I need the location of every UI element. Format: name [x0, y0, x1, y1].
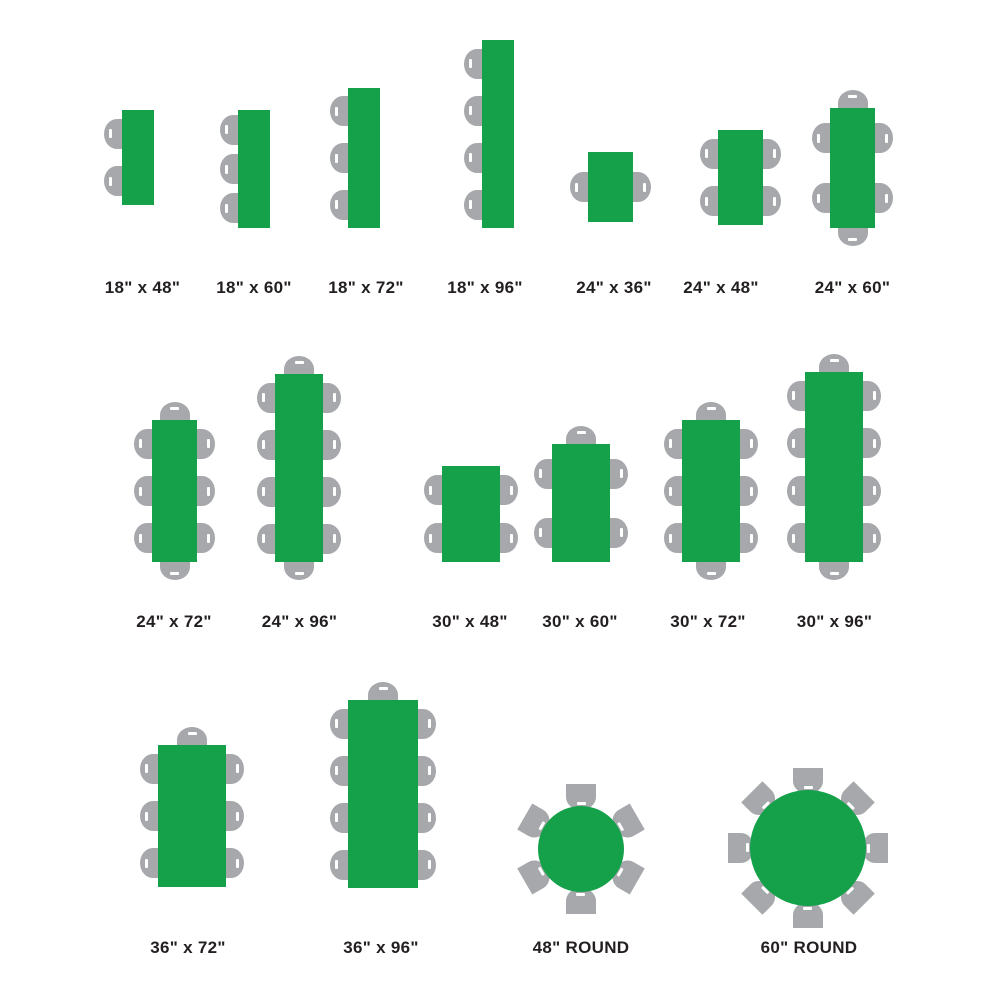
- table-top: [442, 466, 500, 562]
- chair-back-slot: [577, 802, 586, 805]
- chair-back-slot: [539, 528, 542, 537]
- chair-back-slot: [867, 844, 870, 853]
- chair-back-slot: [707, 407, 716, 410]
- chair-back-slot: [510, 534, 513, 543]
- table-top: [158, 745, 226, 887]
- table-size-label: 24" x 72": [136, 612, 212, 631]
- chair-back-slot: [792, 486, 795, 495]
- table-size-label: 18" x 60": [216, 278, 292, 297]
- table-size-label: 24" x 60": [814, 278, 891, 297]
- chair-back-slot: [746, 844, 749, 853]
- table-top: [805, 372, 863, 562]
- chair-back-slot: [539, 469, 542, 478]
- chair-back-slot: [335, 719, 338, 728]
- chair-back-slot: [428, 813, 431, 822]
- chair-back-slot: [139, 487, 142, 496]
- table-size-label: 48" ROUND: [532, 938, 630, 957]
- chair-back-slot: [873, 439, 876, 448]
- table-top: [552, 444, 610, 562]
- chair-back-slot: [750, 534, 753, 543]
- chair-back-slot: [109, 129, 112, 138]
- chair-back-slot: [335, 860, 338, 869]
- chair-back-slot: [428, 719, 431, 728]
- chair-back-slot: [848, 238, 857, 241]
- table-size-label: 24" x 48": [683, 278, 759, 297]
- chair-back-slot: [773, 149, 776, 158]
- chair-back-slot: [873, 391, 876, 400]
- chair-back-slot: [577, 431, 586, 434]
- table-top: [718, 130, 763, 225]
- table-top: [830, 108, 875, 228]
- table-size-label: 30" x 96": [796, 612, 873, 631]
- chair-back-slot: [510, 486, 513, 495]
- chair-back-slot: [139, 534, 142, 543]
- chair-back-slot: [643, 183, 646, 192]
- chair-back-slot: [830, 572, 839, 575]
- chair-back-slot: [109, 177, 112, 186]
- chair-back-slot: [669, 439, 672, 448]
- chair-back-slot: [792, 439, 795, 448]
- chair-back-slot: [170, 572, 179, 575]
- table-top: [122, 110, 154, 205]
- chair-back-slot: [705, 197, 708, 206]
- chair-back-slot: [335, 813, 338, 822]
- chair-back-slot: [236, 859, 239, 868]
- table-size-label: 36" x 72": [150, 938, 226, 957]
- table-top: [275, 374, 323, 562]
- chair-back-slot: [379, 687, 388, 690]
- table-top: [750, 790, 866, 906]
- table-size-label: 24" x 96": [261, 612, 338, 631]
- chair-back-slot: [335, 766, 338, 775]
- chair-back-slot: [170, 407, 179, 410]
- chair-back-slot: [873, 534, 876, 543]
- chair-back-slot: [750, 439, 753, 448]
- chair-back-slot: [236, 812, 239, 821]
- chair-back-slot: [145, 859, 148, 868]
- chair-back-slot: [145, 812, 148, 821]
- chair-back-slot: [773, 197, 776, 206]
- table-top: [348, 700, 418, 888]
- chair-back-slot: [262, 393, 265, 402]
- chair-back-slot: [705, 149, 708, 158]
- chair-back-slot: [873, 486, 876, 495]
- chair-back-slot: [335, 200, 338, 209]
- chair-back-slot: [335, 107, 338, 116]
- chair-back-slot: [804, 786, 813, 789]
- table-size-label: 30" x 48": [432, 612, 508, 631]
- chair-back-slot: [804, 907, 813, 910]
- table-top: [152, 420, 197, 562]
- chair-back-slot: [669, 487, 672, 496]
- chair-back-slot: [262, 440, 265, 449]
- chair-back-slot: [792, 391, 795, 400]
- chair-back-slot: [236, 764, 239, 773]
- chair-back-slot: [620, 528, 623, 537]
- table-top: [588, 152, 633, 222]
- chair-back-slot: [333, 487, 336, 496]
- chair-back-slot: [469, 106, 472, 115]
- chair-back-slot: [885, 134, 888, 143]
- chair-back-slot: [262, 487, 265, 496]
- chair-back-slot: [295, 572, 304, 575]
- chair-back-slot: [428, 860, 431, 869]
- chair-back-slot: [428, 766, 431, 775]
- chair-back-slot: [885, 194, 888, 203]
- chair-back-slot: [577, 893, 586, 896]
- chair-back-slot: [575, 183, 578, 192]
- table-size-label: 36" x 96": [343, 938, 419, 957]
- chair-back-slot: [295, 361, 304, 364]
- table-top: [348, 88, 380, 228]
- chair-back-slot: [145, 764, 148, 773]
- table-top: [482, 40, 514, 228]
- chair-back-slot: [333, 393, 336, 402]
- chair-back-slot: [469, 153, 472, 162]
- chair-back-slot: [207, 534, 210, 543]
- chair-back-slot: [139, 439, 142, 448]
- table-top: [538, 806, 624, 892]
- chair-back-slot: [333, 440, 336, 449]
- table-size-label: 30" x 60": [542, 612, 618, 631]
- chair-back-slot: [469, 59, 472, 68]
- chair-back-slot: [707, 572, 716, 575]
- table-top: [682, 420, 740, 562]
- table-size-label: 24" x 36": [576, 278, 652, 297]
- table-top: [238, 110, 270, 228]
- chair-back-slot: [188, 732, 197, 735]
- chair-back-slot: [333, 534, 336, 543]
- table-size-label: 18" x 48": [104, 278, 181, 297]
- table-size-label: 30" x 72": [670, 612, 746, 631]
- chair-back-slot: [207, 487, 210, 496]
- chair-back-slot: [669, 534, 672, 543]
- chair-back-slot: [262, 534, 265, 543]
- chair-back-slot: [335, 154, 338, 163]
- table-size-label: 18" x 96": [447, 278, 523, 297]
- chair-back-slot: [429, 486, 432, 495]
- chair-back-slot: [830, 359, 839, 362]
- chair-back-slot: [817, 134, 820, 143]
- chair-back-slot: [225, 204, 228, 213]
- chair-back-slot: [429, 534, 432, 543]
- chair-back-slot: [469, 200, 472, 209]
- chair-back-slot: [792, 534, 795, 543]
- chair-back-slot: [750, 487, 753, 496]
- chair-back-slot: [848, 95, 857, 98]
- chair-back-slot: [225, 165, 228, 174]
- chair-back-slot: [225, 125, 228, 134]
- chair-back-slot: [817, 194, 820, 203]
- chair-back-slot: [207, 439, 210, 448]
- table-size-label: 18" x 72": [328, 278, 404, 297]
- chair-back-slot: [620, 469, 623, 478]
- table-size-label: 60" ROUND: [760, 938, 858, 957]
